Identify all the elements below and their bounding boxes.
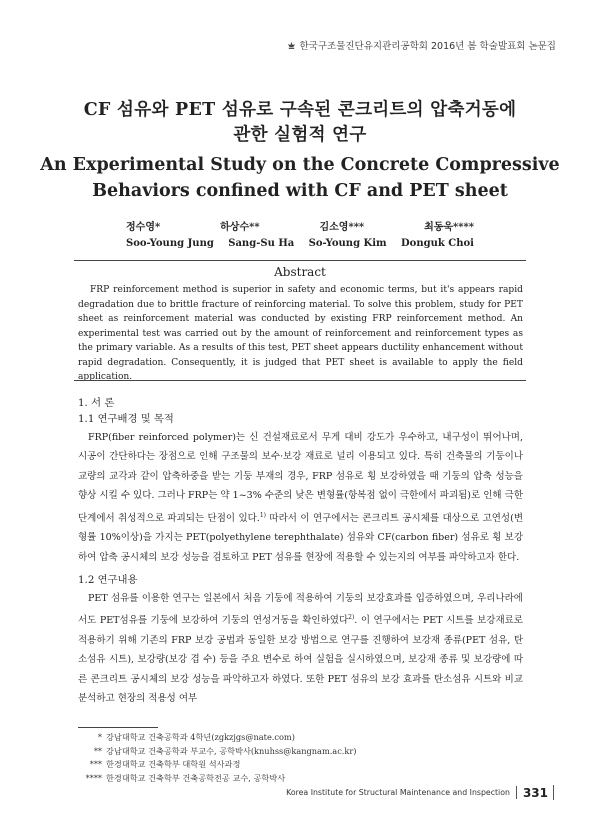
footnote-text: 한경대학교 건축학부 대학원 석사과정	[106, 759, 241, 770]
footer-edge-bar	[553, 785, 554, 800]
lotus-logo-icon	[287, 41, 296, 50]
footnote	[78, 772, 523, 786]
english-title-line-2: Behaviors confined with CF and PET sheet	[92, 181, 508, 201]
paragraph-text: . 이 연구에서는 PET 시트를 보강재료로 적용하기 위해 기존의 FRP 보강 공법과 동일한 보강 방법으로 연구를 진행하여 보강재 종류(PET 섬유, 탄소섬유 시트), 보강량(보강 겹 수) 등을 주요 변수로 하여 실험을 실시하였으며, 보강재 종류 및 보강량에 따른 콘크리트 공시체의 보강 성능을 파악하고자 하였다. 또한 PET 섬유의 보강 효과를 탄소섬유 시트와 비교분석하고 현장의 적용성 여부	[78, 615, 523, 705]
author-ko: 정수영*	[126, 222, 161, 233]
section-1-2-heading: 1.2 연구내용	[78, 574, 138, 586]
author-names-english	[120, 236, 480, 252]
reference-mark: 1)	[259, 511, 267, 519]
footnote	[78, 745, 523, 759]
abstract-heading: Abstract	[274, 265, 326, 279]
author-en: Sang-Su Ha	[228, 238, 295, 249]
header-text: 한국구조물진단유지관리공학회 2016년 봄 학술발표회 논문집	[299, 41, 556, 52]
footnote-text: 한경대학교 건축학부 건축공학전공 교수, 공학박사	[106, 772, 286, 783]
author-en: So-Young Kim	[308, 238, 387, 249]
abstract-text: FRP reinforcement method is superior in safety and economic terms, but it's appears rapid degradation due to brittle fracture of reinforcing material. To solve this problem, study for PET sheet as reinforcement material was conducted by existing FRP reinforcement method. An experimental test was carried out by the amount of reinforcement and reinforcement types as the primary variable. As a results of this test, PET sheet appears ductility enhancement without rapid degradation. Consequently, it is judged that PET sheet is available to apply the field application.	[78, 285, 523, 382]
english-title	[40, 152, 560, 204]
author-en: Soo-Young Jung	[126, 238, 214, 249]
korean-title	[40, 98, 560, 148]
abstract-bottom-rule	[74, 380, 526, 381]
footnote	[78, 758, 523, 772]
author-list	[120, 220, 480, 252]
author-en: Donguk Choi	[401, 238, 474, 249]
korean-title-line-1: CF 섬유와 PET 섬유로 구속된 콘크리트의 압축거동에	[83, 100, 517, 120]
paragraph-text: PET 섬유를 이용한 연구는 일본에서 처음 기둥에 적용하여 기둥의 보강효과를 입증하였으며, 우리나라에서도 PET섬유를 기둥에 보강하여 기둥의 연성거동을 확인하였다	[78, 593, 523, 627]
page-footer	[286, 785, 554, 800]
footnote-text: 강남대학교 건축공학과 부교수, 공학박사(knuhss@kangnam.ac.kr)	[106, 745, 357, 756]
footnote-text: 강남대학교 건축공학과 4학년(zgkzjgs@nate.com)	[106, 732, 295, 742]
english-title-line-1: An Experimental Study on the Concrete Compressive	[40, 155, 560, 175]
footnote	[78, 731, 523, 745]
section-1-1-paragraph	[78, 428, 523, 567]
page-number: 331	[522, 785, 548, 800]
reference-mark: 2)	[348, 614, 355, 622]
footnotes	[78, 731, 523, 785]
footnote-mark: ***	[89, 759, 102, 770]
footnote-mark: ****	[85, 772, 102, 783]
abstract-top-rule	[74, 260, 526, 261]
footnote-mark: **	[93, 745, 102, 756]
section-1-1-heading: 1.1 연구배경 및 목적	[78, 413, 174, 425]
section-1-2-paragraph	[78, 589, 523, 709]
running-header	[287, 38, 556, 52]
author-ko: 하상수**	[220, 222, 260, 233]
paragraph-text: 따라서 이 연구에서는 콘크리트 공시체를 대상으로 고연성(변형률 10%이상)을 가지는 PET(polyethylene terephthalate) 섬유와 CF(carbon fiber) 섬유로 횡 보강하여 압축 공시체의 보강 성능을 검토하고 PET 섬유를 현장에 적용할 수 있는지의 여부를 파악하고자 한다.	[78, 512, 523, 563]
footer-divider	[516, 786, 517, 799]
footnote-mark: *	[97, 732, 102, 742]
korean-title-line-2: 관한 실험적 연구	[233, 125, 367, 145]
author-ko: 김소영***	[319, 222, 365, 233]
author-names-korean	[120, 220, 480, 236]
footer-society-name: Korea Institute for Structural Maintenance and Inspection	[286, 788, 510, 797]
author-ko: 최동욱****	[424, 222, 474, 233]
section-1-heading: 1. 서 론	[78, 397, 115, 409]
footnote-rule	[78, 727, 158, 728]
paragraph-text: FRP(fiber reinforced polymer)는 신 건설재료로서 무게 대비 강도가 우수하고, 내구성이 뛰어나며, 시공이 간단하다는 장점으로 인해 구조물의 보수·보강 재료로 널리 이용되고 있다. 특히 건축물의 기둥이나 교량의 교각과 같이 압축하중을 받는 기둥 부재의 경우, FRP 섬유로 횡 보강하였을 때 기둥의 압축 성능을 향상 시킬 수 있다. 그러나 FRP는 약 1~3% 수준의 낮은 변형률(항복점 없이 극한에서 파괴됨)로 인해 극한단계에서 취성적으로 파괴되는 단점이 있다.	[78, 432, 523, 524]
